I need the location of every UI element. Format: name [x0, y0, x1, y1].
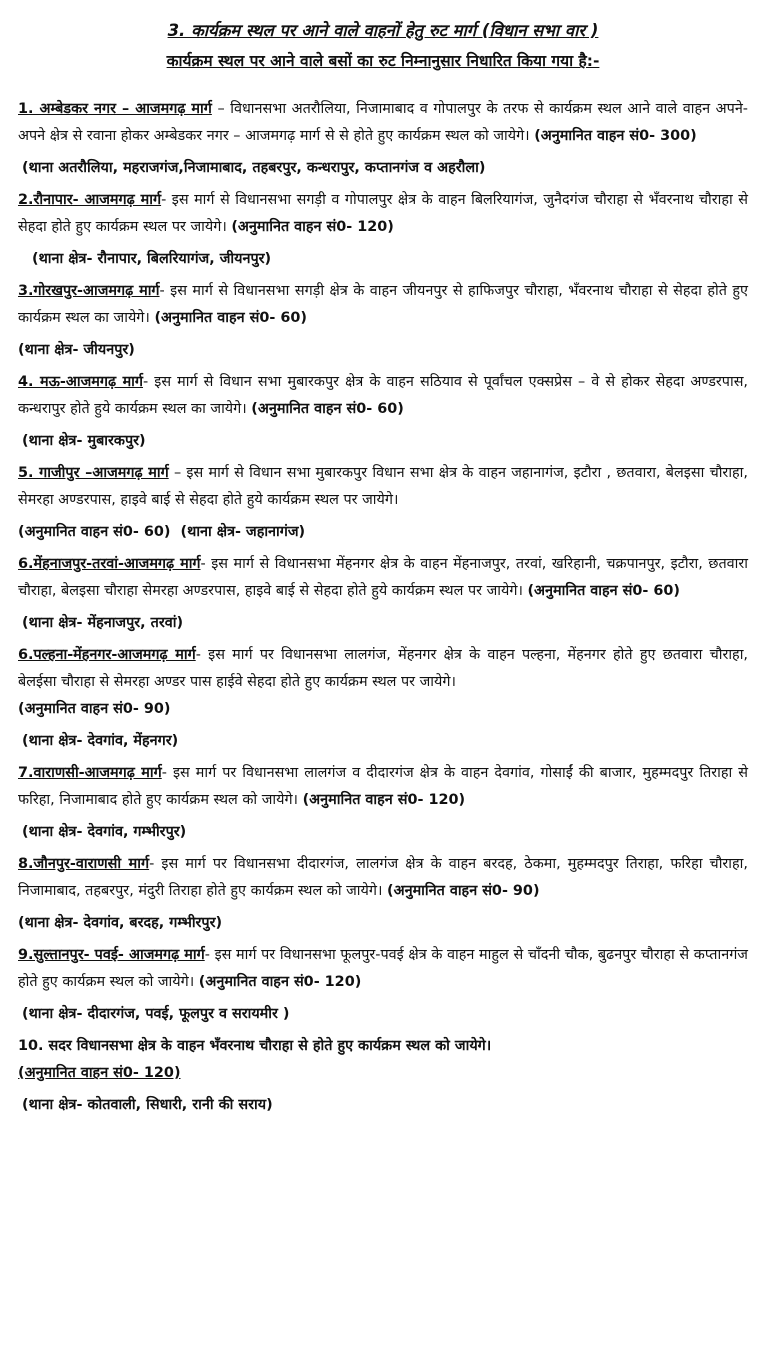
vehicle-estimate: (अनुमानित वाहन सं0- 60) — [527, 583, 680, 599]
vehicle-estimate: (अनुमानित वाहन सं0- 60) — [154, 310, 307, 326]
route-item — [18, 942, 748, 1028]
route-name: 5. गाजीपुर –आजमगढ़ मार्ग — [18, 465, 169, 481]
route-text — [18, 851, 748, 905]
route-item — [18, 551, 748, 637]
route-text: 10. सदर विधानसभा क्षेत्र के वाहन भँवरनाथ चौराहा से होते हुए कार्यक्रम स्थल को जायेगे। — [18, 1038, 492, 1054]
route-name: 3.गोरखपुर-आजमगढ़ मार्ग — [18, 283, 160, 299]
vehicle-estimate: (अनुमानित वाहन सं0- 60) — [251, 401, 404, 417]
route-text — [18, 942, 748, 996]
route-item — [18, 642, 748, 755]
police-station-area: (थाना क्षेत्र- रौनापार, बिलरियागंज, जीयनपुर) — [32, 251, 272, 267]
route-item — [18, 760, 748, 846]
vehicle-estimate: (अनुमानित वाहन सं0- 120) — [18, 1065, 181, 1081]
route-description: – इस मार्ग से विधान सभा मुबारकपुर विधान सभा क्षेत्र के वाहन जहानागंज, इटौरा , छतवारा, बेलइसा चौराहा, सेमरहा अण्डरपास, हाइवे बाई से सेहदा होते हुये कार्यक्रम स्थल पर जायेगे। — [18, 465, 748, 508]
route-item — [18, 278, 748, 364]
route-description: - इस मार्ग पर विधानसभा फूलपुर-पवई क्षेत्र के वाहन माहुल से चाँदनी चौक, बुढनपुर चौराहा से कप्तानगंज होते हुए कार्यक्रम स्थल को जायेगे। — [18, 947, 748, 990]
police-station-area: (थाना क्षेत्र- जहानागंज) — [180, 524, 306, 540]
route-description: - इस मार्ग पर विधानसभा दीदारगंज, लालगंज क्षेत्र के वाहन बरदह, ठेकमा, मुहम्मदपुर तिराहा, फरिहा चौराहा, निजामाबाद, तहबरपुर, मंदुरी तिराहा होते हुए कार्यक्रम स्थल को जायेगे। — [18, 856, 748, 899]
vehicle-estimate: (अनुमानित वाहन सं0- 90) — [387, 883, 540, 899]
route-name: 1. अम्बेडकर नगर – आजमगढ़ मार्ग — [18, 101, 212, 117]
route-text — [18, 187, 748, 241]
police-station-area: (थाना क्षेत्र- जीयनपुर) — [18, 342, 135, 358]
police-station-area: (थाना क्षेत्र- मेंहनाजपुर, तरवां) — [22, 615, 184, 631]
route-text — [18, 96, 748, 150]
route-item — [18, 96, 748, 182]
route-description: - इस मार्ग से विधान सभा मुबारकपुर क्षेत्र के वाहन सठियाव से पूर्वांचल एक्सप्रेस – वे से होकर सेहदा अण्डरपास, कन्धरापुर होते हुये कार्यक्रम स्थल का जायेगे। — [18, 374, 748, 417]
police-station-area: (थाना क्षेत्र- कोतवाली, सिधारी, रानी की सराय) — [22, 1097, 273, 1113]
vehicle-estimate: (अनुमानित वाहन सं0- 120) — [302, 792, 466, 808]
police-station-area: (थाना क्षेत्र- दीदारगंज, पवई, फूलपुर व सरायमीर ) — [22, 1006, 290, 1022]
police-station-area: (थाना क्षेत्र- देवगांव, मेंहनगर) — [22, 733, 179, 749]
route-name: 9.सुल्तानपुर- पवई- आजमगढ़ मार्ग — [18, 947, 205, 963]
route-name: 6.पल्हना-मेंहनगर-आजमगढ़ मार्ग — [18, 647, 196, 663]
route-description: - इस मार्ग से विधानसभा सगड़ी व गोपालपुर क्षेत्र के वाहन बिलरियागंज, जुनैदगंज चौराहा से भँवरनाथ चौराहा से सेहदा होते हुए कार्यक्रम स्थल पर जायेगे। — [18, 192, 748, 235]
police-station-area: (थाना अतरौलिया, महराजगंज,निजामाबाद, तहबरपुर, कन्धरापुर, कप्तानगंज व अहरौला) — [22, 160, 486, 176]
route-item — [18, 1033, 748, 1119]
police-station-area: (थाना क्षेत्र- देवगांव, बरदह, गम्भीरपुर) — [18, 915, 223, 931]
route-name: 8.जौनपुर-वाराणसी मार्ग — [18, 856, 150, 872]
vehicle-estimate: (अनुमानित वाहन सं0- 120) — [198, 974, 362, 990]
route-item — [18, 851, 748, 937]
route-description: - इस मार्ग से विधानसभा मेंहनगर क्षेत्र के वाहन मेंहनाजपुर, तरवां, खरिहानी, चक्रपानपुर, इटौरा, छतवारा चौराहा, बेलइसा चौराहा सेमरहा अण्डरपास, हाइवे बाई से सेहदा होते हुये कार्यक्रम स्थल पर जायेगे। — [18, 556, 748, 599]
route-text — [18, 642, 748, 723]
route-text — [18, 369, 748, 423]
vehicle-estimate: (अनुमानित वाहन सं0- 90) — [18, 701, 171, 717]
section-title: 3. कार्यक्रम स्थल पर आने वाले वाहनों हेतु रुट मार्ग (विधान सभा वार ) — [167, 21, 599, 40]
route-item — [18, 187, 748, 273]
route-description: - इस मार्ग पर विधानसभा लालगंज व दीदारगंज क्षेत्र के वाहन देवगांव, गोसाईं की बाजार, मुहम्मदपुर तिराहा से फरिहा, निजामाबाद होते हुए कार्यक्रम स्थल को जायेगे। — [18, 765, 748, 808]
vehicle-estimate: (अनुमानित वाहन सं0- 300) — [534, 128, 697, 144]
vehicle-estimate: (अनुमानित वाहन सं0- 60) — [18, 524, 171, 540]
route-description: - इस मार्ग पर विधानसभा लालगंज, मेंहनगर क्षेत्र के वाहन पल्हना, मेंहनगर होते हुए छतवारा चौराहा, बेलईसा चौराहा से सेमरहा अण्डर पास हाईवे सेहदा होते हुए कार्यक्रम स्थल पर जायेगे। — [18, 647, 748, 690]
route-name: 2.रौनापार- आजमगढ़ मार्ग — [18, 192, 162, 208]
police-station-area: (थाना क्षेत्र- देवगांव, गम्भीरपुर) — [22, 824, 187, 840]
route-item — [18, 369, 748, 455]
route-text — [18, 760, 748, 814]
estimate-and-area — [18, 519, 748, 546]
vehicle-estimate: (अनुमानित वाहन सं0- 120) — [231, 219, 394, 235]
route-text — [18, 551, 748, 605]
route-text — [18, 278, 748, 332]
police-station-area: (थाना क्षेत्र- मुबारकपुर) — [22, 433, 146, 449]
route-text — [18, 460, 748, 514]
route-name: 6.मेंहनाजपुर-तरवां-आजमगढ़ मार्ग — [18, 556, 201, 572]
route-description: - इस मार्ग से विधानसभा सगड़ी क्षेत्र के वाहन जीयनपुर से हाफिजपुर चौराहा, भँवरनाथ चौराहा से सेहदा होते हुए कार्यक्रम स्थल का जायेगे। — [18, 283, 748, 326]
section-subtitle: कार्यक्रम स्थल पर आने वाले बसों का रुट निम्नानुसार निधारित किया गया है:- — [166, 52, 600, 70]
route-description: – विधानसभा अतरौलिया, निजामाबाद व गोपालपुर के तरफ से कार्यक्रम स्थल आने वाले वाहन अपने-अपने क्षेत्र से रवाना होकर अम्बेडकर नगर – आजमगढ़ मार्ग से से होते हुए कार्यक्रम स्थल को जायेगे। — [18, 101, 748, 144]
route-item — [18, 460, 748, 546]
route-name: 4. मऊ-आजमगढ़ मार्ग — [18, 374, 144, 390]
route-name: 7.वाराणसी-आजमगढ़ मार्ग — [18, 765, 162, 781]
